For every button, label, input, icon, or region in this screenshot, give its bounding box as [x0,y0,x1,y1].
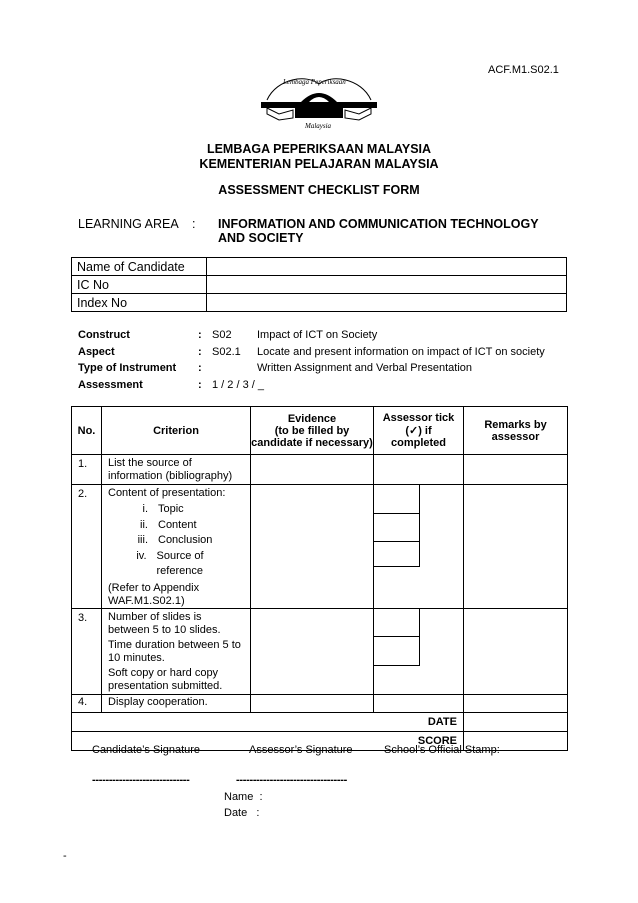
row-criterion [102,608,251,694]
row-criterion [102,455,251,485]
info-code: 1 / 2 / 3 / _ [212,379,264,391]
info-colon: : [198,379,202,391]
evidence-cell[interactable] [251,455,374,485]
criterion-note: (Refer to Appendix WAF.M1.S02.1) [108,581,200,607]
criterion-text: List the source of information (bibliography) [108,457,233,482]
header-remarks-l1: Remarks by [484,418,547,431]
header-remarks-l2: assessor [491,430,540,443]
candidate-index-field[interactable] [207,294,567,312]
criterion-text: Number of slides is between 5 to 10 slides. [108,610,221,636]
assessor-signature-label: Assessor’s Signature [249,744,353,756]
learning-area-value-2: AND SOCIETY [218,231,304,245]
tick-cell [374,608,464,694]
info-colon: : [198,329,202,341]
info-colon: : [198,362,202,374]
candidate-row-name [72,258,567,276]
tick-box[interactable] [374,485,419,514]
header-no: No. [72,407,102,455]
criterion-text: Soft copy or hard copy presentation submitted. [108,666,223,692]
candidate-signature-line: ----------------------------- [92,774,190,786]
candidate-table [71,257,567,312]
learning-area-value-1: INFORMATION AND COMMUNICATION TECHNOLOGY [218,217,539,231]
tick-box[interactable] [374,637,419,666]
info-key: Assessment [78,379,143,391]
evidence-cell[interactable] [251,485,374,609]
header-evidence-l3: candidate if necessary) [251,436,373,449]
list-item: iv. Source of reference [136,549,204,577]
table-row [72,694,568,712]
table-row [72,485,568,609]
row-number: 2. [72,485,102,609]
list-item: ii. Content [140,518,197,531]
criterion-text: Display cooperation. [108,695,208,708]
header-evidence [251,407,374,455]
tick-cell [374,485,464,609]
org-line-2: KEMENTERIAN PELAJARAN MALAYSIA [199,157,439,171]
footer-mark: - [63,850,67,862]
learning-area-label: LEARNING AREA [78,217,179,231]
tick-box[interactable] [374,609,419,637]
remarks-cell[interactable] [464,608,568,694]
remarks-cell[interactable] [464,485,568,609]
header-evidence-l2: (to be filled by [274,424,350,437]
table-row [72,608,568,694]
candidate-row-ic [72,276,567,294]
form-code: ACF.M1.S02.1 [488,64,559,76]
row-number: 1. [72,455,102,485]
date-row [72,712,568,731]
candidate-name-label: Name of Candidate [72,258,207,276]
tick-box[interactable] [374,514,419,542]
date-field[interactable] [464,712,568,731]
date-label: DATE [72,712,464,731]
header-tick-l3: completed [390,437,446,449]
stamp-label: School’s Official Stamp: [384,744,500,756]
info-code: S02.1 [212,346,241,358]
criterion-text: Time duration between 5 to 10 minutes. [108,638,241,664]
remarks-cell[interactable] [464,455,568,485]
date-sign-label: Date : [224,807,260,819]
header-tick-l1: Assessor tick [382,412,455,424]
criterion-sublist [102,502,250,580]
info-value: Impact of ICT on Society [257,329,378,341]
info-key: Type of Instrument [78,362,177,374]
header-remarks [464,407,568,455]
evidence-cell[interactable] [251,608,374,694]
candidate-ic-field[interactable] [207,276,567,294]
candidate-index-label: Index No [72,294,207,312]
info-value: Written Assignment and Verbal Presentation [257,362,473,374]
tick-cell[interactable] [374,455,464,485]
list-item: iii. Conclusion [137,534,213,546]
candidate-signature-label: Candidate’s Signature [92,744,201,756]
header-criterion: Criterion [102,407,251,455]
row-criterion [102,694,251,712]
assessor-signature-line: --------------------------------- [236,774,347,786]
candidate-name-field[interactable] [207,258,567,276]
row-number: 3. [72,608,102,694]
info-key: Aspect [78,346,115,358]
row-number: 4. [72,694,102,712]
tick-box[interactable] [374,542,419,567]
candidate-ic-label: IC No [72,276,207,294]
header-evidence-l1: Evidence [287,412,337,425]
logo-text-top: Lembaga Peperiksaan [283,78,346,86]
org-line-1: LEMBAGA PEPERIKSAAN MALAYSIA [206,142,432,156]
info-colon: : [198,346,202,358]
checklist-table [71,406,568,751]
remarks-cell[interactable] [464,694,568,712]
list-item: i. Topic [142,503,184,515]
evidence-cell[interactable] [251,694,374,712]
learning-area-colon: : [192,217,196,231]
info-code: S02 [212,329,232,341]
row-criterion [102,485,251,609]
info-value: Locate and present information on impact of ICT on society [257,346,545,358]
form-title: ASSESSMENT CHECKLIST FORM [218,183,420,197]
candidate-row-index [72,294,567,312]
criterion-text: Content of presentation: [108,487,226,499]
header-tick-l2: (✓) if [405,425,432,437]
info-key: Construct [78,329,130,341]
score-label: SCORE [72,731,464,750]
logo-text-bottom: Malaysia [305,122,332,130]
checklist-header-row [72,407,568,455]
header-tick [374,407,464,455]
tick-cell[interactable] [374,694,464,712]
lp-logo [257,70,381,132]
table-row [72,455,568,485]
name-label: Name : [224,791,263,803]
